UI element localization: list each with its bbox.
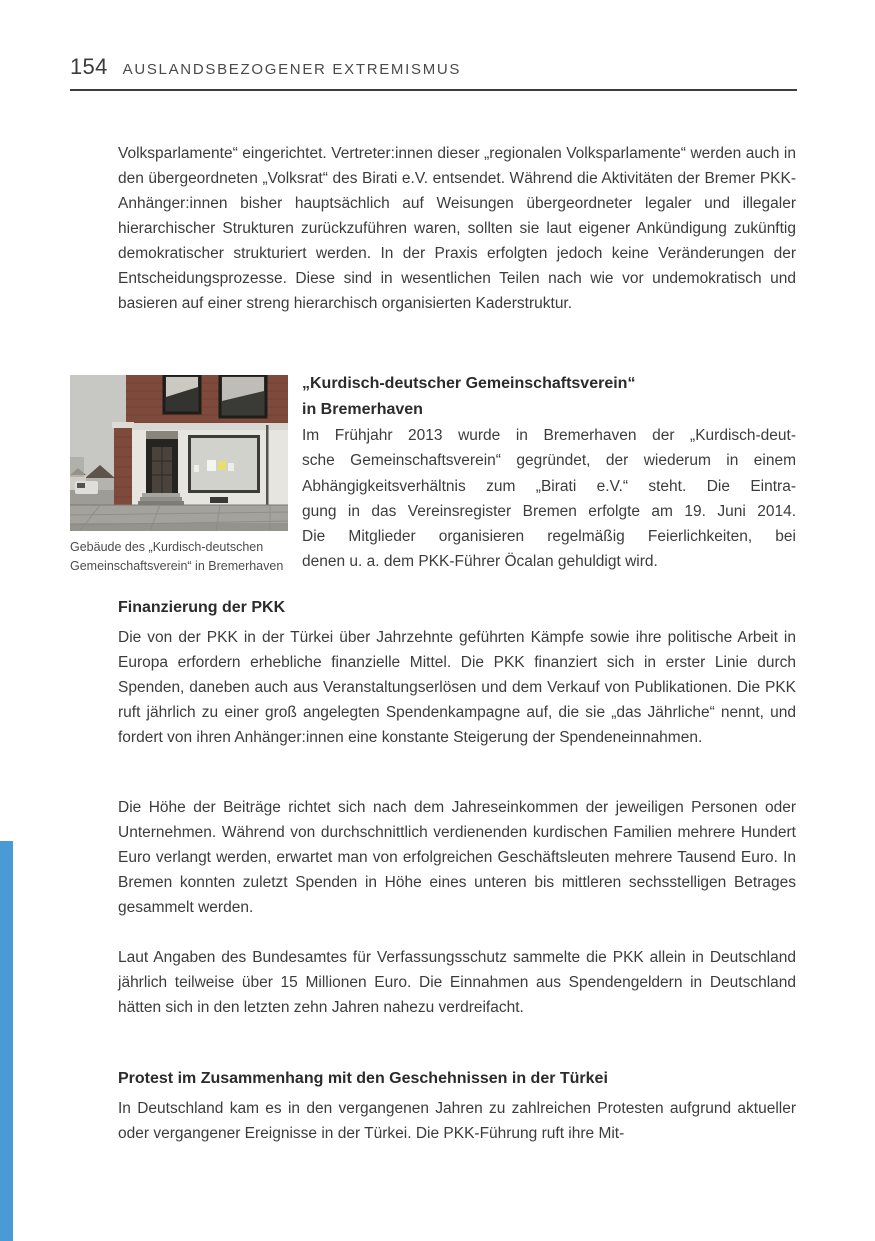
verein-body-line: Die Mitglieder organisieren regelmäßig Feierlichkeiten, bei — [302, 528, 796, 546]
photo-caption-line1: Gebäude des „Kurdisch-deutschen — [70, 540, 264, 554]
verein-section — [302, 371, 796, 575]
finanzierung-paragraph-2: Die Höhe der Beiträge richtet sich nach dem Jahreseinkommen der jeweiligen Personen oder Unternehmen. Während von durchschnittlich verdienenden kurdischen Familien mehrere Hundert Euro verlangt werden, erwartet man von erfolgreichen Geschäftsleuten mehrere Tausend Euro. In Bremen konnten zuletzt Spenden in Höhe eines unteren bis mittleren sechsstelligen Betrages gesammelt werden. — [118, 799, 796, 916]
page-number: 154 — [70, 54, 108, 79]
verein-body-line: sche Gemeinschaftsverein“ gegründet, der wiederum in einem — [302, 452, 796, 470]
verein-body-line: Im Frühjahr 2013 wurde in Bremerhaven der „Kurdisch-deut- — [302, 427, 796, 444]
sidewalk — [70, 505, 288, 531]
chapter-title: AUSLANDSBEZOGENER EXTREMISMUS — [122, 61, 462, 78]
page-header — [70, 54, 797, 91]
protest-heading: Protest im Zusammenhang mit den Geschehnissen in der Türkei — [118, 1070, 608, 1087]
photo-figure — [70, 375, 288, 576]
verein-heading-line1: „Kurdisch-deutscher Gemeinschaftsverein“ — [302, 375, 636, 392]
building — [112, 375, 288, 507]
intro-paragraph: Volksparlamente“ eingerichtet. Vertreter:innen dieser „regionalen Volksparlamente“ werden auch in den übergeordneten „Volksrat“ des Birati e.V. entsendet. Während die Aktivitäten der Bremer PKK-Anhänger:innen bisher hauptsächlich auf Weisungen übergeordneter legaler und illegaler hierarchischer Strukturen zurückzuführen waren, sollten sie laut eigener Ankündigung zukünftig demokratischer strukturiert werden. In der Praxis erfolgten jedoch keine Veränderungen der Entscheidungsprozesse. Diese sind in wesentlichen Teilen nach wie vor undemokratisch und basieren auf einer streng hierarchisch organisierten Kaderstruktur. — [118, 145, 796, 312]
verein-body-line: gung in das Vereinsregister Bremen erfolgte am 19. Juni 2014. — [302, 502, 796, 520]
protest-paragraph: In Deutschland kam es in den vergangenen Jahren zu zahlreichen Protesten aufgrund aktueller oder vergangener Ereignisse in der Türkei. Die PKK-Führung ruft ihre Mit- — [118, 1100, 796, 1142]
verein-heading-line2: in Bremerhaven — [302, 401, 423, 418]
finanzierung-section — [118, 597, 796, 750]
building-photo — [70, 375, 288, 531]
finanzierung-heading: Finanzierung der PKK — [118, 599, 286, 616]
verein-body-line: denen u. a. dem PKK-Führer Öcalan gehuldigt wird. — [302, 553, 658, 571]
finanzierung-paragraph-3: Laut Angaben des Bundesamtes für Verfassungsschutz sammelte die PKK allein in Deutschland jährlich teilweise über 15 Millionen Euro. Die Einnahmen aus Spendengeldern in Deutschland hätten sich in den letzten zehn Jahren nahezu verdreifacht. — [118, 949, 796, 1016]
verein-body-line: Abhängigkeitsverhältnis zum „Birati e.V.“ steht. Die Eintra- — [302, 477, 796, 495]
photo-caption-line2: Gemeinschaftsverein“ in Bremerhaven — [70, 559, 284, 573]
protest-section — [118, 1068, 796, 1146]
finanzierung-paragraph-1: Die von der PKK in der Türkei über Jahrzehnte geführten Kämpfe sowie ihre politische Arbeit in Europa erfordern erhebliche finanzielle Mittel. Die PKK finanziert sich in erster Linie durch Spenden, daneben auch aus Veranstaltungserlösen und dem Verkauf von Publikationen. Die PKK ruft jährlich zu einer groß angelegten Spendenkampagne auf, die sie „das Jährliche“ nennt, und fordert von ihren Anhänger:innen eine konstante Steigerung der Spendeneinnahmen. — [118, 629, 796, 746]
blue-accent-bar — [0, 841, 13, 1241]
photo-caption — [70, 538, 288, 576]
